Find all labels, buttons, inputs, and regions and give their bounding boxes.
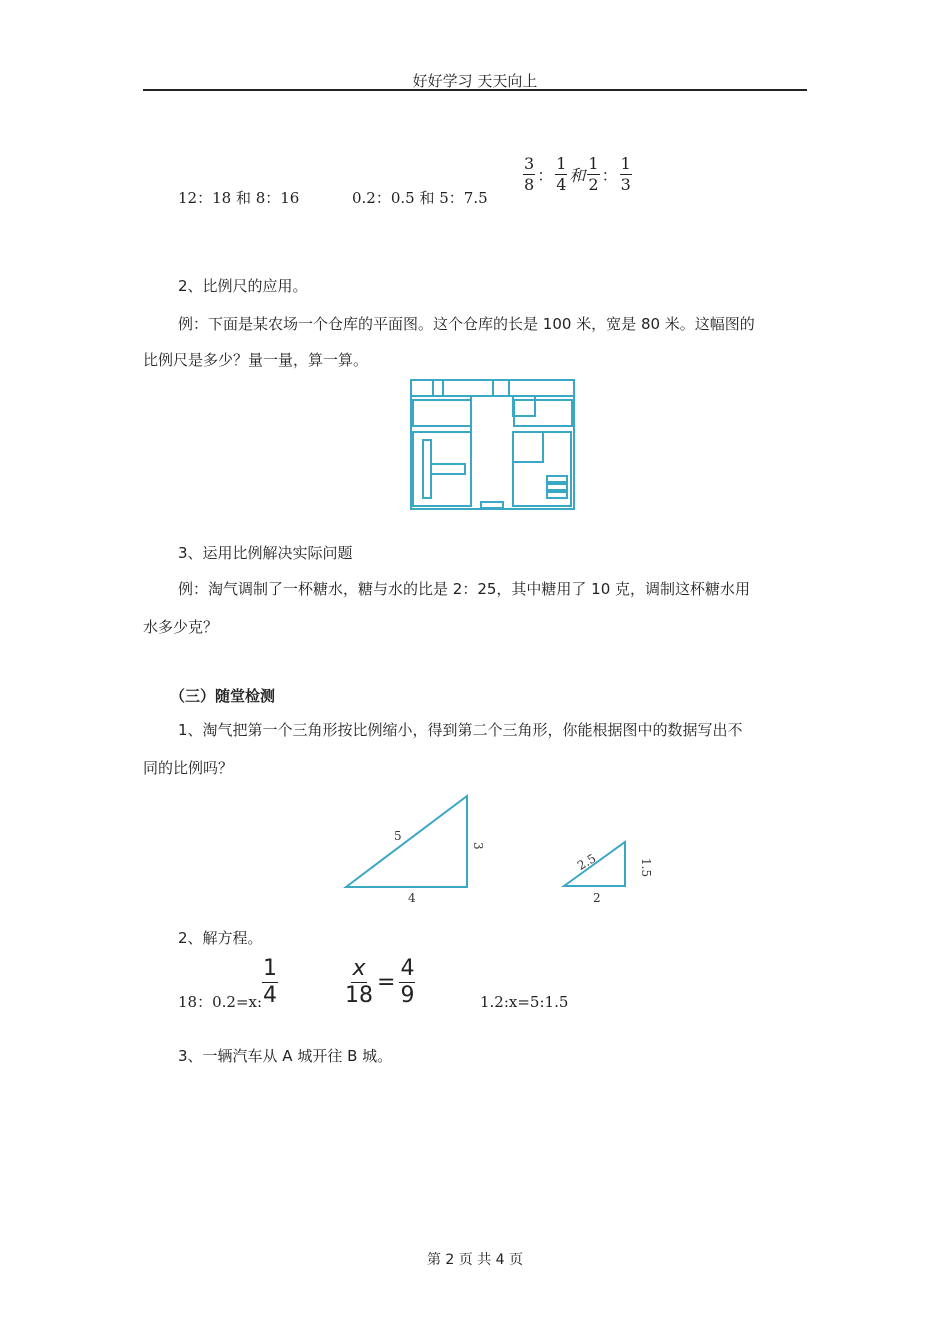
ratio-pair-3	[523, 156, 632, 193]
page-header: 好好学习 天天向上	[412, 72, 538, 90]
plan-room-bottom-left	[413, 432, 471, 506]
ratio-pair-2: 0.2：0.5 和 5：7.5	[352, 189, 488, 207]
quiz-q3: 3、一辆汽车从 A 城开往 B 城。	[178, 1047, 393, 1065]
plan-room-top-right	[514, 400, 572, 426]
plan-table	[431, 464, 465, 474]
big-triangle	[346, 796, 467, 887]
quiz-q1-line1: 1、淘气把第一个三角形按比例缩小，得到第二个三角形，你能根据图中的数据写出不	[178, 721, 743, 739]
equation-2-right-fraction: $\frac{4}{9}$	[400, 956, 415, 1008]
quiz-q2-heading: 2、解方程。	[178, 929, 263, 947]
equation-2-left-fraction: $\frac{x}{18}$	[345, 956, 373, 1008]
equation-1-fraction: $\frac{1}{4}$	[263, 956, 277, 1008]
quiz-q1-line2: 同的比例吗？	[143, 759, 234, 777]
fraction-1-2: $\frac{1}{2}$	[588, 154, 599, 194]
big-triangle-height-label: 3	[471, 842, 485, 850]
equation-1-prefix: 18：0.2=x:	[178, 993, 263, 1011]
ratio-pair-1: 12：18 和 8：16	[178, 189, 300, 207]
ratio-colon: ：	[537, 166, 554, 185]
small-triangle-base-label: 2	[593, 891, 601, 905]
section3-example-line1: 例：淘气调制了一杯糖水，糖与水的比是 2：25，其中糖用了 10 克，调制这杯糖水用	[178, 580, 751, 598]
big-triangle-hyp-label: 5	[394, 829, 402, 843]
ratio-colon: ：	[601, 166, 618, 185]
small-triangle-hyp-label: 2.5	[574, 851, 599, 873]
plan-sub-room	[513, 432, 543, 462]
section2-example-line2: 比例尺是多少？量一量，算一算。	[143, 351, 369, 369]
section3-heading: 3、运用比例解决实际问题	[178, 544, 353, 562]
big-triangle-base-label: 4	[408, 891, 416, 905]
section3-example-line2: 水多少克？	[143, 618, 219, 636]
page-footer: 第 2 页 共 4 页	[426, 1252, 524, 1268]
section2-heading: 2、比例尺的应用。	[178, 277, 308, 295]
equation-2-equals: =	[377, 970, 396, 995]
equation-3: 1.2:x=5:1.5	[480, 993, 569, 1011]
fraction-1-4: $\frac{1}{4}$	[556, 154, 567, 194]
plan-room-top-left	[413, 400, 471, 426]
plan-shelf-2	[547, 484, 567, 490]
fraction-1-3: $\frac{1}{3}$	[620, 154, 631, 194]
plan-shelf-3	[547, 492, 567, 498]
plan-rack	[423, 440, 431, 498]
equation-2	[345, 958, 415, 1007]
triangles-figure	[338, 788, 653, 908]
and-word: 和	[569, 166, 586, 185]
plan-door	[481, 502, 503, 508]
plan-shelf-1	[547, 476, 567, 482]
warehouse-floor-plan	[409, 378, 577, 512]
quiz-heading: （三）随堂检测	[170, 687, 276, 705]
section2-example-line1: 例：下面是某农场一个仓库的平面图。这个仓库的长是 100 米，宽是 80 米。这幅图的	[178, 315, 755, 333]
fraction-3-8: $\frac{3}{8}$	[524, 154, 535, 194]
header-rule	[143, 89, 807, 91]
small-triangle-height-label: 1.5	[639, 858, 653, 878]
